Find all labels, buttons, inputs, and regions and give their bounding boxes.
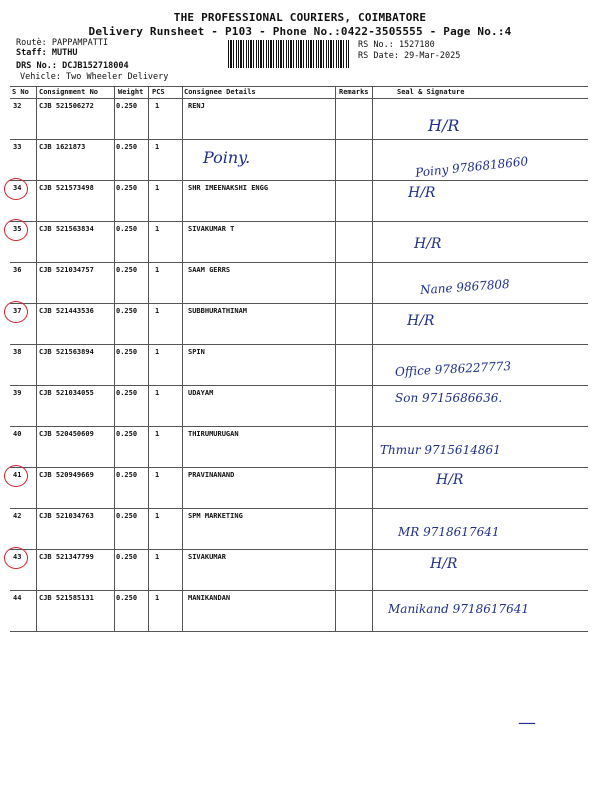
row-weight: 0.250 bbox=[116, 348, 138, 356]
row-weight: 0.250 bbox=[116, 102, 138, 110]
col-signature: Seal & Signature bbox=[397, 88, 465, 96]
row-consignee: PRAVINANAND bbox=[188, 471, 235, 479]
signature-32: H/R bbox=[428, 116, 460, 135]
row-pcs: 1 bbox=[155, 389, 160, 397]
row-consignee: SPIN bbox=[188, 348, 205, 356]
table-row-divider bbox=[10, 508, 588, 509]
table-row-divider bbox=[10, 426, 588, 427]
rs-number: RS No.: 1527180 bbox=[358, 40, 435, 50]
row-weight: 0.250 bbox=[116, 143, 138, 151]
row-sno: 41 bbox=[13, 471, 22, 479]
signature-42: MR 9718617641 bbox=[398, 525, 500, 539]
signature-39: Son 9715686636. bbox=[395, 391, 503, 405]
row-consignee: THIRUMURUGAN bbox=[188, 430, 239, 438]
route-label: Routè: bbox=[16, 38, 47, 48]
table-row-divider bbox=[10, 98, 588, 99]
table-top-border bbox=[10, 86, 588, 87]
table-row-divider bbox=[10, 180, 588, 181]
row-consignment-no: CJB 521034055 bbox=[39, 389, 94, 397]
col-consignee: Consignee Details bbox=[184, 88, 256, 96]
row-pcs: 1 bbox=[155, 594, 160, 602]
row-consignment-no: CJB 521034757 bbox=[39, 266, 94, 274]
row-consignee: SHR IMEENAKSHI ENGG bbox=[188, 184, 269, 192]
table-row-divider bbox=[10, 344, 588, 345]
row-circle-mark bbox=[4, 301, 28, 323]
handwritten-name-33: Poiny. bbox=[203, 148, 251, 167]
table-row-divider bbox=[10, 139, 588, 140]
row-pcs: 1 bbox=[155, 430, 160, 438]
row-sno: 43 bbox=[13, 553, 22, 561]
signature-44: Manikand 9718617641 bbox=[388, 602, 530, 616]
row-weight: 0.250 bbox=[116, 389, 138, 397]
row-consignment-no: CJB 521585131 bbox=[39, 594, 94, 602]
vehicle-line: Vehicle: Two Wheeler Delivery bbox=[20, 72, 169, 82]
signature-37: H/R bbox=[407, 313, 435, 329]
drs-line bbox=[16, 61, 129, 71]
row-consignee: SIVAKUMAR T bbox=[188, 225, 235, 233]
signature-35: H/R bbox=[414, 236, 442, 252]
row-consignment-no: CJB 520450609 bbox=[39, 430, 94, 438]
row-consignee: SIVAKUMAR bbox=[188, 553, 226, 561]
drs-value: DCJB152718004 bbox=[62, 61, 129, 71]
row-pcs: 1 bbox=[155, 307, 160, 315]
row-pcs: 1 bbox=[155, 102, 160, 110]
table-row-divider bbox=[10, 385, 588, 386]
row-pcs: 1 bbox=[155, 553, 160, 561]
row-pcs: 1 bbox=[155, 266, 160, 274]
row-consignee: SPM MARKETING bbox=[188, 512, 243, 520]
staff-line bbox=[16, 48, 77, 58]
row-weight: 0.250 bbox=[116, 430, 138, 438]
table-row-divider bbox=[10, 467, 588, 468]
table-row-divider bbox=[10, 303, 588, 304]
row-sno: 35 bbox=[13, 225, 22, 233]
row-consignment-no: CJB 521347799 bbox=[39, 553, 94, 561]
route-value: PAPPAMPATTI bbox=[51, 38, 109, 48]
row-weight: 0.250 bbox=[116, 184, 138, 192]
table-row-divider bbox=[10, 221, 588, 222]
row-sno: 44 bbox=[13, 594, 22, 602]
row-weight: 0.250 bbox=[116, 471, 138, 479]
table-row-divider bbox=[10, 549, 588, 550]
col-remarks: Remarks bbox=[339, 88, 369, 96]
row-consignment-no: CJB 521563894 bbox=[39, 348, 94, 356]
row-consignment-no: CJB 521573498 bbox=[39, 184, 94, 192]
row-sno: 40 bbox=[13, 430, 22, 438]
row-weight: 0.250 bbox=[116, 553, 138, 561]
row-circle-mark bbox=[4, 547, 28, 569]
row-consignment-no: CJB 1621873 bbox=[39, 143, 86, 151]
signature-33: Poiny 9786818660 bbox=[414, 154, 529, 180]
signature-34: H/R bbox=[408, 185, 436, 201]
row-weight: 0.250 bbox=[116, 512, 138, 520]
runsheet-title: Delivery Runsheet - P103 - Phone No.:0422-3505555 - Page No.:4 bbox=[88, 25, 512, 38]
barcode bbox=[228, 40, 350, 68]
row-consignment-no: CJB 521563834 bbox=[39, 225, 94, 233]
company-title: THE PROFESSIONAL COURIERS, COIMBATORE bbox=[173, 11, 427, 24]
row-circle-mark bbox=[4, 465, 28, 487]
row-sno: 37 bbox=[13, 307, 22, 315]
row-sno: 42 bbox=[13, 512, 22, 520]
signature-40: Thmur 9715614861 bbox=[380, 443, 501, 457]
signature-43: H/R bbox=[430, 556, 458, 572]
row-sno: 34 bbox=[13, 184, 22, 192]
drs-label: DRS No.: bbox=[16, 61, 57, 71]
signature-38: Office 9786227773 bbox=[394, 358, 512, 380]
row-circle-mark bbox=[4, 178, 28, 200]
row-pcs: 1 bbox=[155, 225, 160, 233]
row-weight: 0.250 bbox=[116, 307, 138, 315]
col-sno: S No bbox=[12, 88, 29, 96]
signature-41: H/R bbox=[436, 472, 464, 488]
table-row-divider bbox=[10, 262, 588, 263]
row-consignment-no: CJB 520949669 bbox=[39, 471, 94, 479]
row-circle-mark bbox=[4, 219, 28, 241]
row-consignment-no: CJB 521443536 bbox=[39, 307, 94, 315]
col-weight: Weight bbox=[118, 88, 144, 96]
col-pcs: PCS bbox=[152, 88, 165, 96]
row-sno: 32 bbox=[13, 102, 22, 110]
row-pcs: 1 bbox=[155, 512, 160, 520]
staff-value: MUTHU bbox=[51, 48, 78, 58]
row-pcs: 1 bbox=[155, 143, 160, 151]
row-sno: 33 bbox=[13, 143, 22, 151]
row-pcs: 1 bbox=[155, 471, 160, 479]
row-pcs: 1 bbox=[155, 184, 160, 192]
row-consignee: SUBBHURATHINAM bbox=[188, 307, 248, 315]
row-weight: 0.250 bbox=[116, 594, 138, 602]
row-consignee: RENJ bbox=[188, 102, 205, 110]
staff-label: Staff: bbox=[16, 48, 47, 58]
footer-mark: — bbox=[518, 712, 536, 733]
row-consignee: SAAM GERRS bbox=[188, 266, 231, 274]
table-row-divider bbox=[10, 590, 588, 591]
signature-36: Nane 9867808 bbox=[419, 276, 511, 298]
rs-date: RS Date: 29-Mar-2025 bbox=[358, 51, 461, 61]
row-weight: 0.250 bbox=[116, 225, 138, 233]
route-line bbox=[16, 38, 108, 48]
row-consignment-no: CJB 521506272 bbox=[39, 102, 94, 110]
row-sno: 38 bbox=[13, 348, 22, 356]
row-weight: 0.250 bbox=[116, 266, 138, 274]
table-row-divider bbox=[10, 631, 588, 632]
row-sno: 39 bbox=[13, 389, 22, 397]
row-consignee: MANIKANDAN bbox=[188, 594, 231, 602]
row-pcs: 1 bbox=[155, 348, 160, 356]
row-sno: 36 bbox=[13, 266, 22, 274]
row-consignment-no: CJB 521034763 bbox=[39, 512, 94, 520]
row-consignee: UDAYAM bbox=[188, 389, 214, 397]
col-consignment: Consignment No bbox=[39, 88, 99, 96]
